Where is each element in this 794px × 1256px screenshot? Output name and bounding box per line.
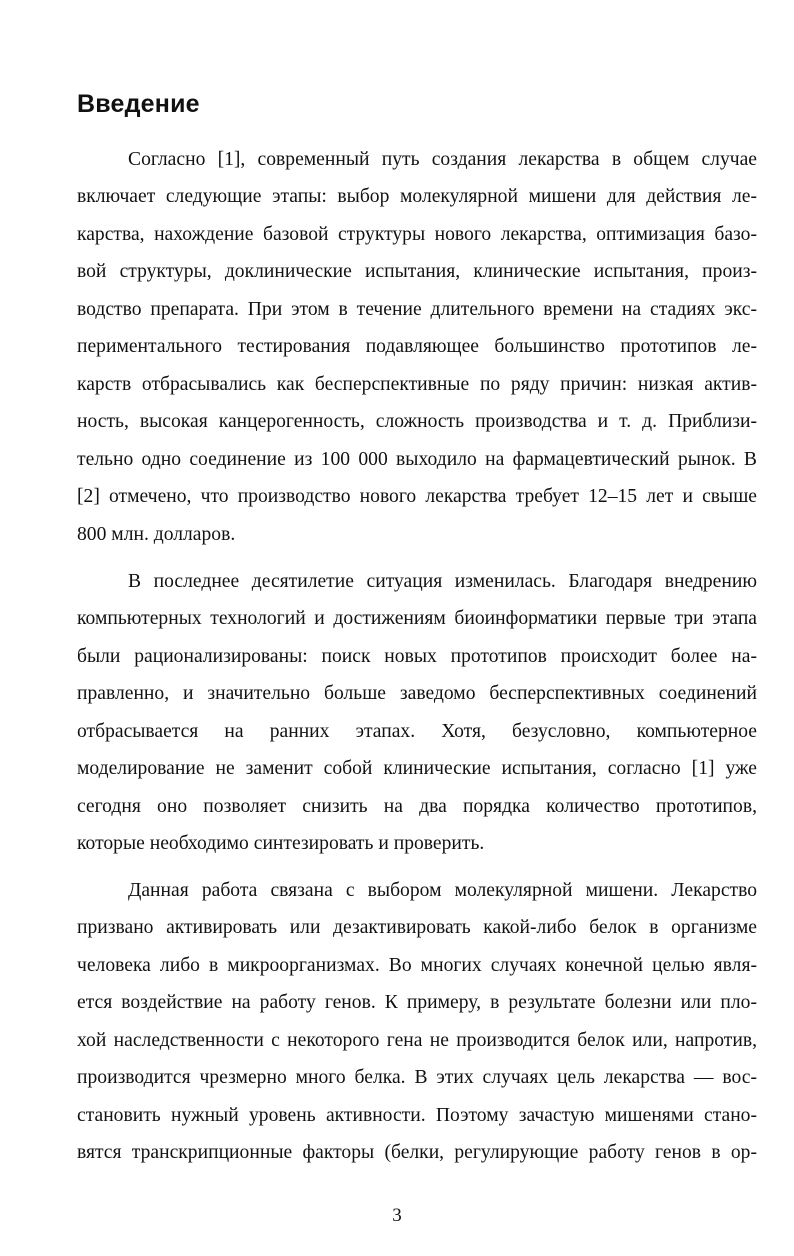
text-line: тельно одно соединение из 100 000 выходило на фармацевтический рынок. В xyxy=(77,449,757,470)
text-line: включает следующие этапы: выбор молекулярной мишени для действия ле- xyxy=(77,186,757,207)
section-heading: Введение xyxy=(77,90,200,118)
text-line: вятся транскрипционные факторы (белки, регулирующие работу генов в ор- xyxy=(77,1142,757,1163)
text-line: карства, нахождение базовой структуры нового лекарства, оптимизация базо- xyxy=(77,224,757,245)
text-line: периментального тестирования подавляющее большинство прототипов ле- xyxy=(77,336,757,357)
text-line: ность, высокая канцерогенность, сложность производства и т. д. Приблизи- xyxy=(77,411,757,432)
text-line: моделирование не заменит собой клинические испытания, согласно [1] уже xyxy=(77,758,757,779)
text-line: [2] отмечено, что производство нового лекарства требует 12–15 лет и свыше xyxy=(77,486,757,507)
text-line: правленно, и значительно больше заведомо бесперспективных соединений xyxy=(77,683,757,704)
text-line: сегодня оно позволяет снизить на два порядка количество прототипов, xyxy=(77,796,757,817)
text-line: вой структуры, доклинические испытания, клинические испытания, произ- xyxy=(77,261,757,282)
text-line: ется воздействие на работу генов. К примеру, в результате болезни или пло- xyxy=(77,992,757,1013)
text-line: которые необходимо синтезировать и проверить. xyxy=(77,833,485,854)
text-line: производится чрезмерно много белка. В этих случаях цель лекарства — вос- xyxy=(77,1067,757,1088)
text-line: Согласно [1], современный путь создания лекарства в общем случае xyxy=(128,149,757,170)
text-line: компьютерных технологий и достижениям биоинформатики первые три этапа xyxy=(77,608,757,629)
page-number: 3 xyxy=(392,1205,402,1226)
text-line: Данная работа связана с выбором молекулярной мишени. Лекарство xyxy=(128,880,757,901)
text-line: В последнее десятилетие ситуация изменилась. Благодаря внедрению xyxy=(128,571,757,592)
text-line: человека либо в микроорганизмах. Во многих случаях конечной целью явля- xyxy=(77,955,757,976)
text-line: становить нужный уровень активности. Поэтому зачастую мишенями стано- xyxy=(77,1105,757,1126)
text-line: хой наследственности с некоторого гена не производится белок или, напротив, xyxy=(77,1030,757,1051)
text-line: карств отбрасывались как бесперспективные по ряду причин: низкая актив- xyxy=(77,374,757,395)
text-line: призвано активировать или дезактивировать какой-либо белок в организме xyxy=(77,917,757,938)
text-line: были рационализированы: поиск новых прототипов происходит более на- xyxy=(77,646,757,667)
text-line: отбрасывается на ранних этапах. Хотя, безусловно, компьютерное xyxy=(77,721,757,742)
text-line: водство препарата. При этом в течение длительного времени на стадиях экс- xyxy=(77,299,757,320)
text-line: 800 млн. долларов. xyxy=(77,524,236,545)
